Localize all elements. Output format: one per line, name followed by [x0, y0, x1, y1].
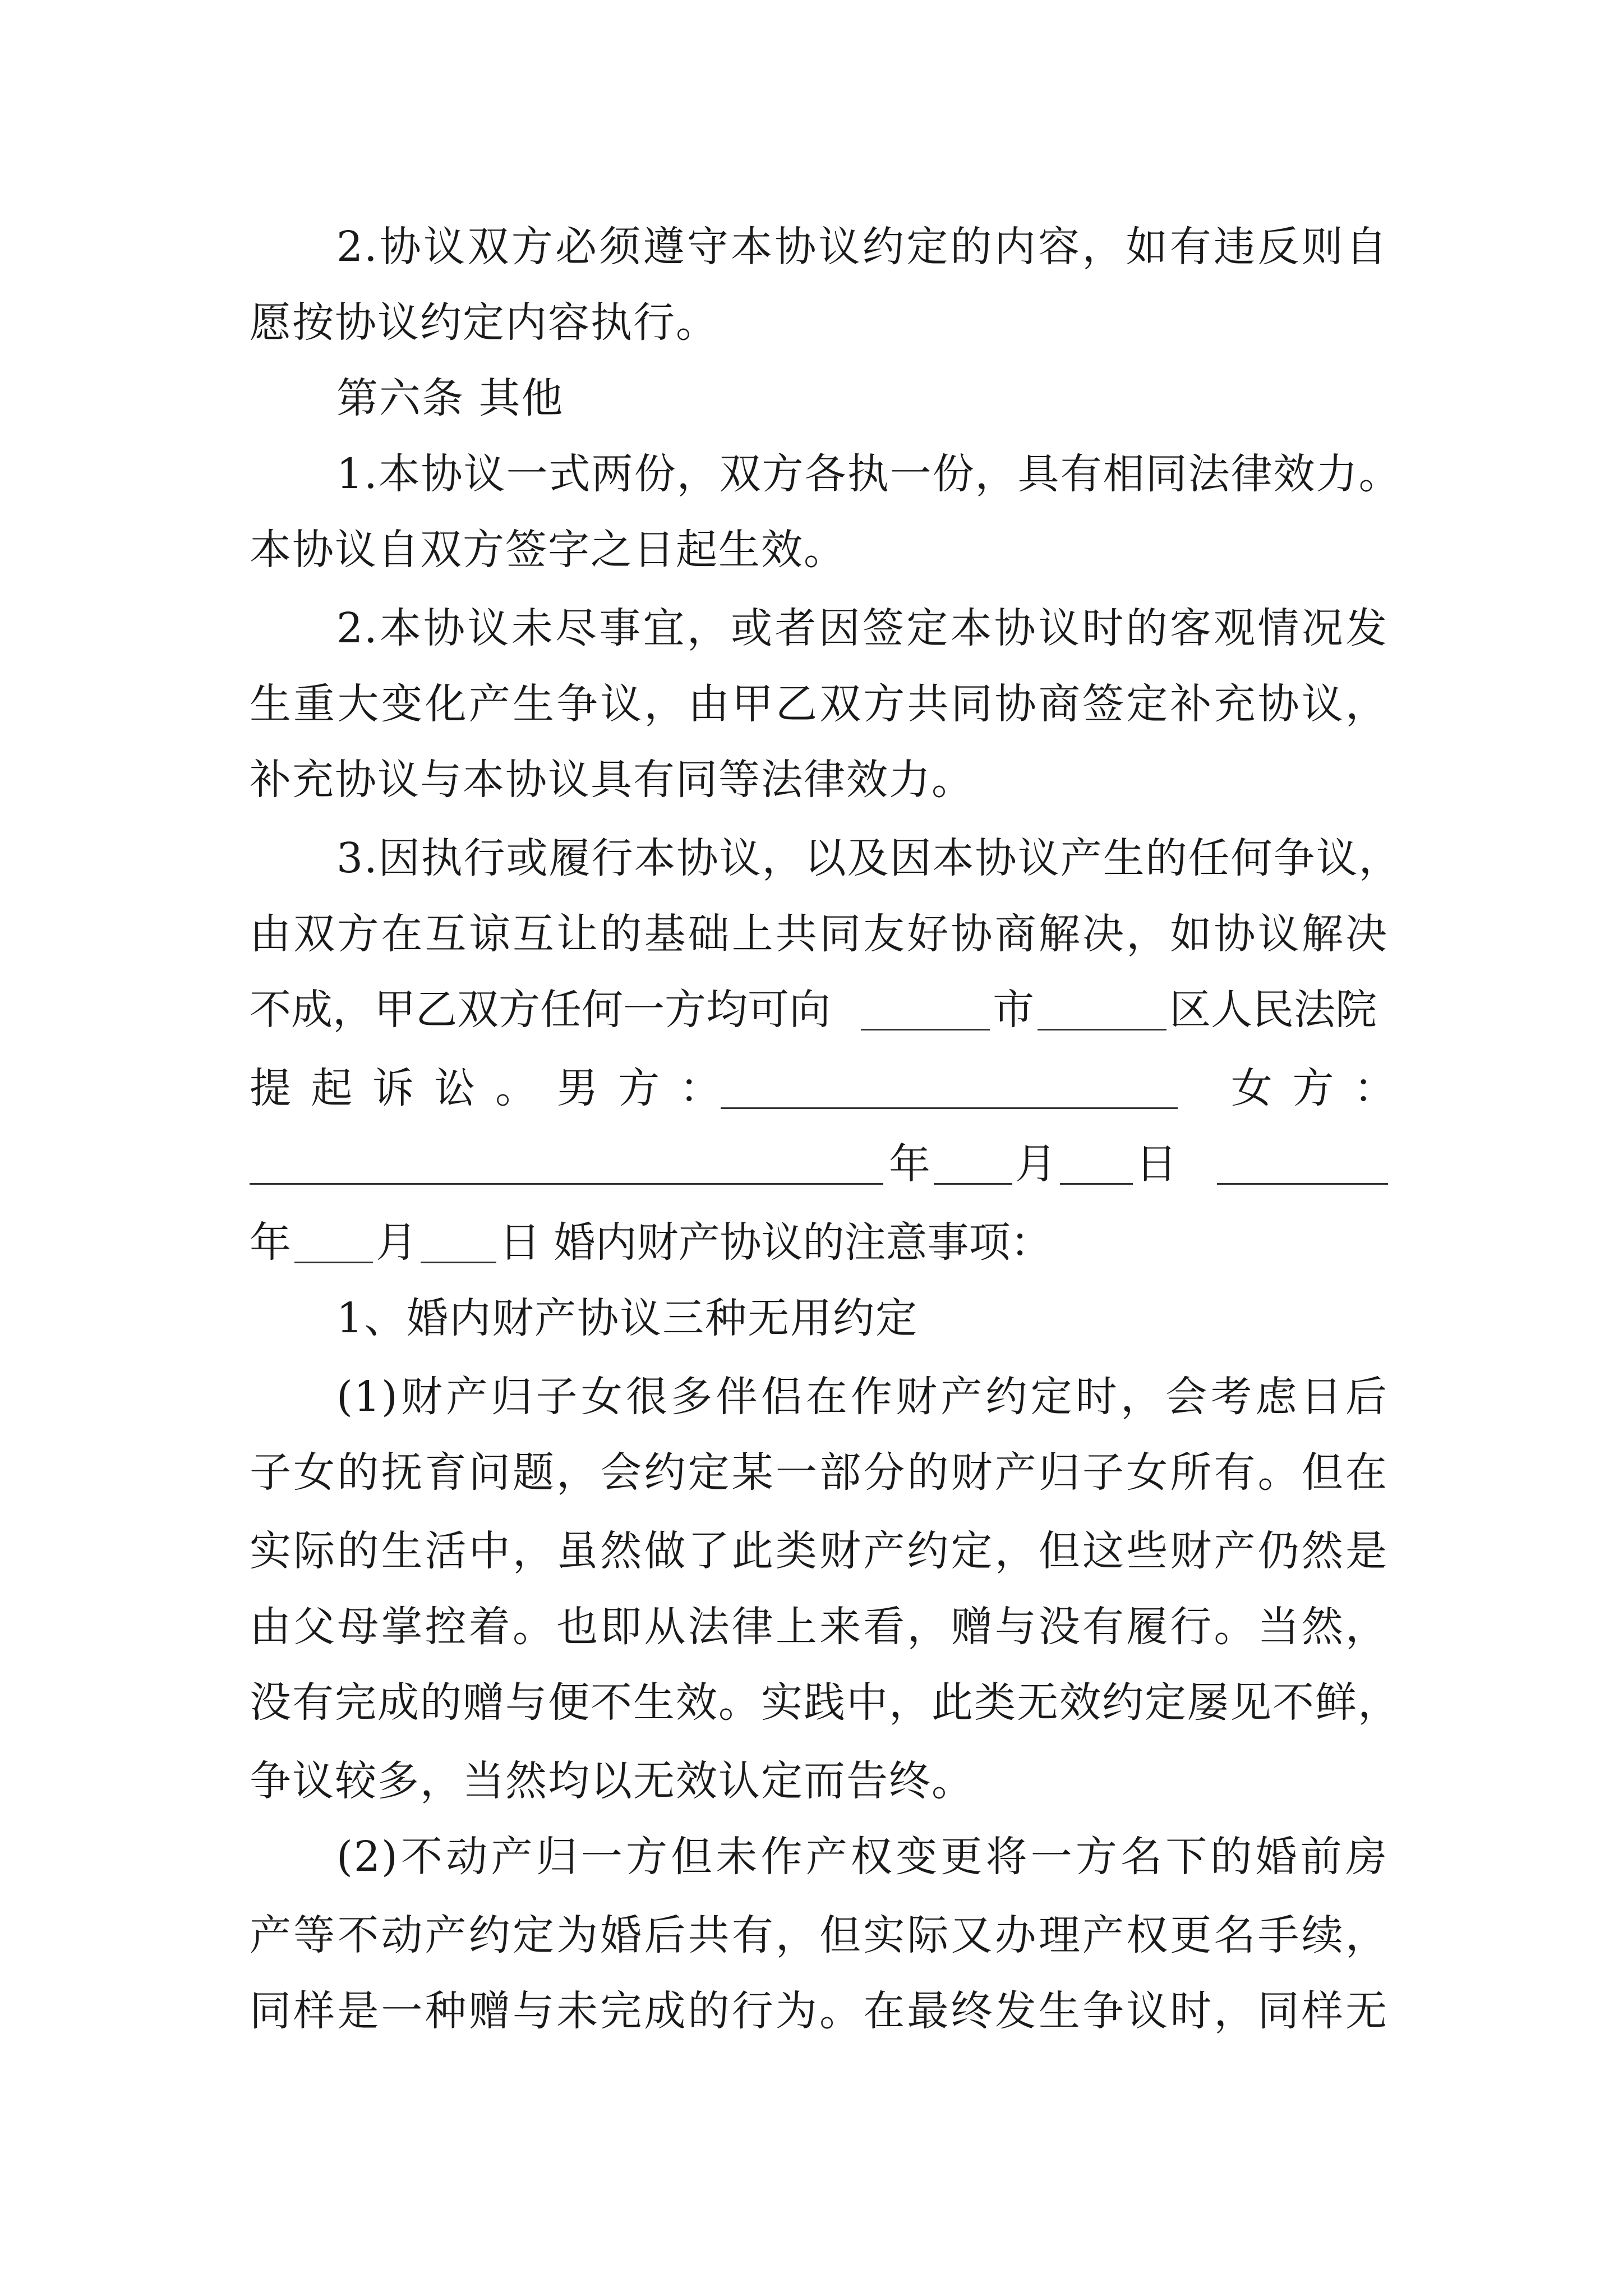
- paragraph-line: 同样是一种赠与未完成的行为。在最终发生争议时，同样无: [250, 1987, 1388, 2035]
- date-day-blank: [421, 1222, 496, 1263]
- paragraph-line: (1)财产归子女很多伴侣在作财产约定时，会考虑日后: [336, 1373, 1388, 1421]
- paragraph-line: 由双方在互谅互让的基础上共同友好协商解决，如协议解决: [250, 910, 1388, 958]
- signature-line-names: [250, 1049, 1399, 1128]
- date-month-label: 月: [376, 1218, 417, 1267]
- paragraph-line: 补充协议与本协议具有同等法律效力。: [250, 756, 974, 804]
- paragraph-line: 1.本协议一式两份，双方各执一份，具有相同法律效力。: [336, 450, 1401, 498]
- court-line-text: 不成，甲乙双方任何一方均可向: [250, 986, 831, 1034]
- paragraph-line: (2)不动产归一方但未作产权变更将一方名下的婚前房: [336, 1833, 1388, 1881]
- date-month-label: 月: [1015, 1140, 1057, 1188]
- date-2-year-blank: [1217, 1144, 1388, 1185]
- paragraph-line: 争议较多，当然均以无效认定而告终。: [250, 1757, 974, 1805]
- city-blank: [861, 990, 990, 1030]
- paragraph-line: 没有完成的赠与便不生效。实践中，此类无效约定屡见不鲜，: [250, 1678, 1400, 1727]
- paragraph-line: 本协议自双方签字之日起生效。: [250, 526, 846, 574]
- signature-line-date-1: [250, 1125, 1388, 1203]
- city-label: 市: [993, 986, 1034, 1034]
- paragraph-line: 2.本协议未尽事宜，或者因签定本协议时的客观情况发: [336, 604, 1388, 652]
- paragraph-line: 2.协议双方必须遵守本协议约定的内容，如有违反则自: [336, 223, 1388, 271]
- paragraph-line: 3.因执行或履行本协议，以及因本协议产生的任何争议，: [336, 834, 1401, 882]
- paragraph-line: 愿按协议约定内容执行。: [250, 298, 718, 347]
- court-line: [250, 970, 1388, 1049]
- subheading: 1、婚内财产协议三种无用约定: [336, 1294, 919, 1342]
- husband-signature-blank: [721, 1068, 1178, 1109]
- district-blank: [1038, 990, 1166, 1030]
- date-month-blank: [934, 1144, 1012, 1185]
- signature-line-date-2: [250, 1203, 1388, 1282]
- notes-heading: 日 婚内财产协议的注意事项：: [499, 1218, 1052, 1267]
- date-year-label: 年: [250, 1218, 291, 1267]
- date-month-blank: [294, 1222, 373, 1263]
- court-label: 区人民法院: [1169, 986, 1377, 1034]
- date-year-label: 年: [889, 1140, 930, 1188]
- paragraph-line: 生重大变化产生争议，由甲乙双方共同协商签定补充协议，: [250, 680, 1388, 728]
- wife-label: 女 方 ：: [1231, 1064, 1399, 1112]
- paragraph-line: 由父母掌控着。也即从法律上来看，赠与没有履行。当然，: [250, 1603, 1388, 1651]
- section-heading: 第六条 其他: [336, 374, 564, 422]
- paragraph-line: 产等不动产约定为婚后共有，但实际又办理产权更名手续，: [250, 1911, 1388, 1959]
- paragraph-line: 实际的生活中，虽然做了此类财产约定，但这些财产仍然是: [250, 1527, 1388, 1575]
- date-day-label: 日: [1136, 1140, 1177, 1188]
- husband-label: 提 起 诉 讼 。 男 方 ：: [250, 1064, 725, 1112]
- date-day-blank: [1060, 1144, 1133, 1185]
- paragraph-line: 子女的抚育问题，会约定某一部分的财产归子女所有。但在: [250, 1448, 1388, 1497]
- wife-signature-blank: [250, 1144, 883, 1185]
